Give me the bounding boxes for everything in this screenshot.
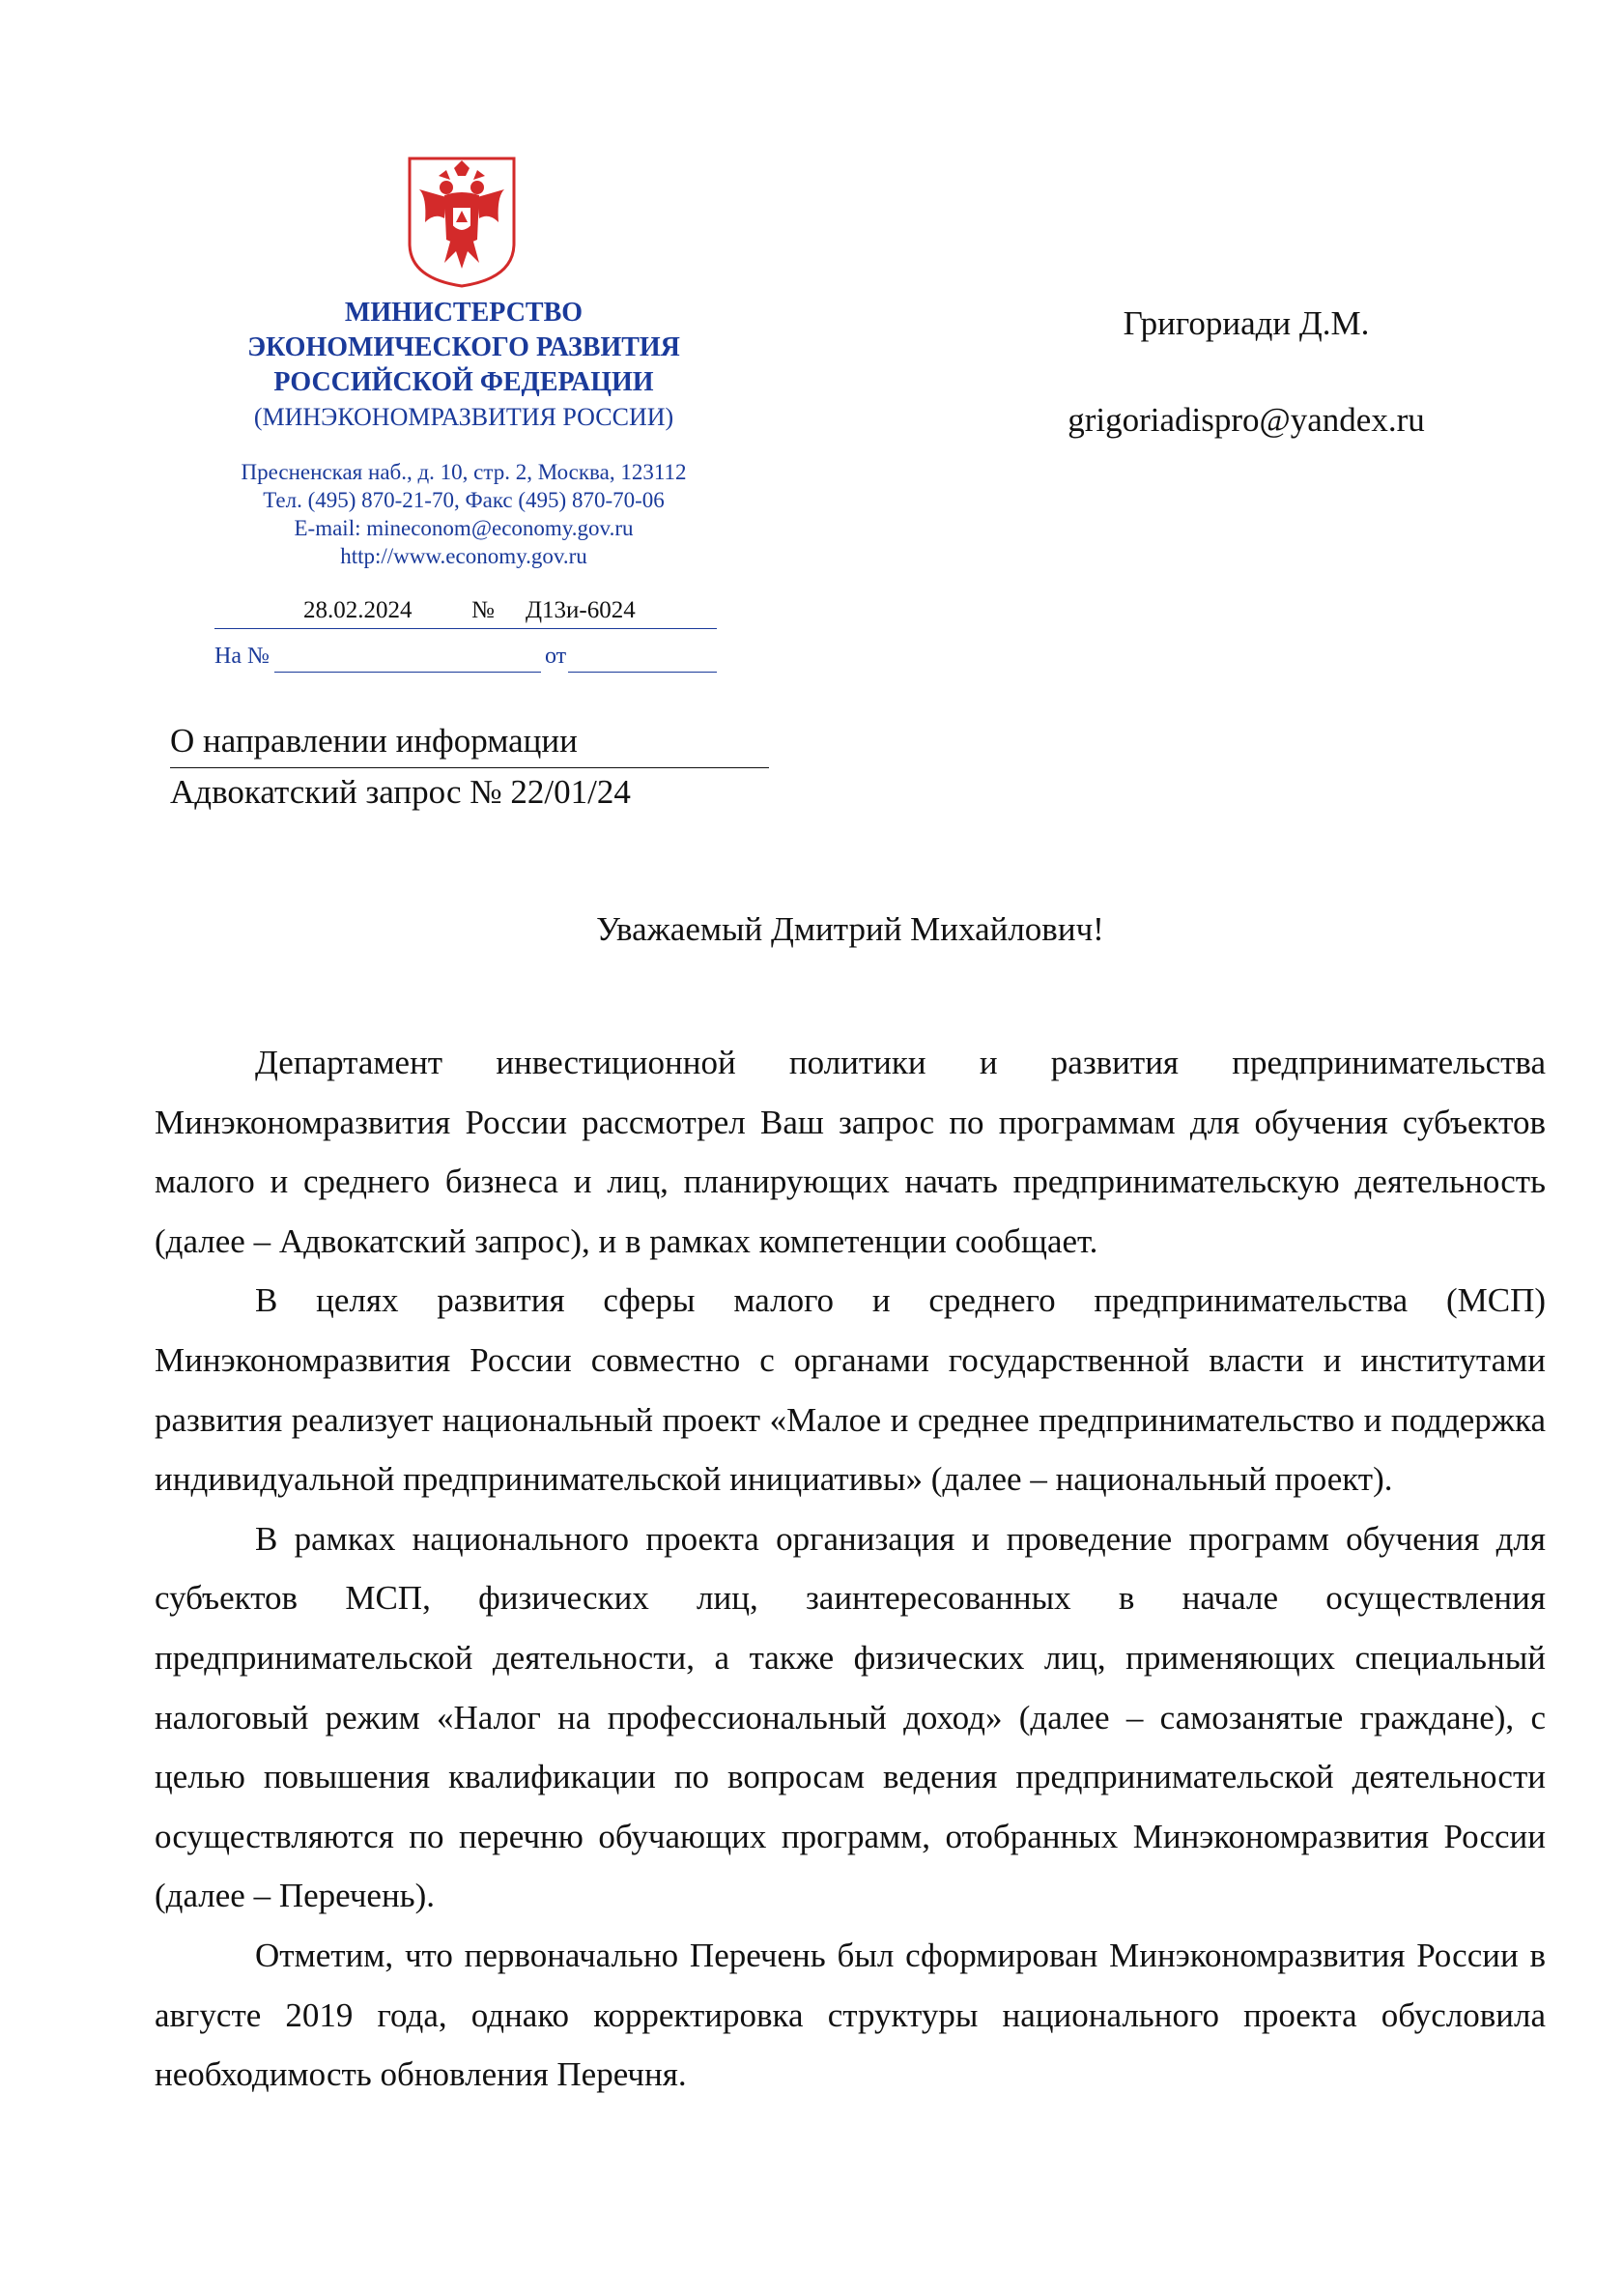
ministry-name-line: МИНИСТЕРСТВО <box>344 298 584 328</box>
letter-body <box>155 1033 1546 2105</box>
reference-number-label: На № <box>214 644 270 669</box>
letter-number: Д13и-6024 <box>526 597 636 623</box>
reference-line <box>214 644 717 673</box>
reference-date-underline <box>568 672 717 673</box>
letter-date: 28.02.2024 <box>303 597 413 623</box>
recipient-block <box>1043 300 1449 445</box>
reference-from-label: от <box>545 644 567 669</box>
ministry-name-line: ЭКОНОМИЧЕСКОГО РАЗВИТИЯ <box>247 332 680 362</box>
registration-line <box>214 595 717 629</box>
reference-number-underline <box>274 672 541 673</box>
ministry-abbreviation: (МИНЭКОНОМРАЗВИТИЯ РОССИИ) <box>253 403 674 431</box>
ministry-email: E-mail: mineconom@economy.gov.ru <box>294 516 634 540</box>
ministry-name-block <box>193 296 734 435</box>
subject-line: О направлении информации <box>170 717 769 768</box>
subject-reference: Адвокатский запрос № 22/01/24 <box>170 773 631 811</box>
ministry-website: http://www.economy.gov.ru <box>340 544 587 568</box>
ministry-contacts <box>193 458 734 570</box>
greeting: Уважаемый Дмитрий Михайлович! <box>596 910 1104 948</box>
russian-coat-of-arms-icon <box>406 155 518 288</box>
body-paragraph: Отметим, что первоначально Перечень был сформирован Минэкономразвития России в августе 2019 года, однако корректировка структуры национального проекта обусловила необходимость обновления Перечня. <box>155 1936 1546 2094</box>
letter-number-label: № <box>471 597 495 623</box>
ministry-address: Пресненская наб., д. 10, стр. 2, Москва, 123112 <box>241 460 687 484</box>
ministry-name-line: РОССИЙСКОЙ ФЕДЕРАЦИИ <box>273 367 654 397</box>
body-paragraph: В рамках национального проекта организация и проведение программ обучения для субъектов МСП, физических лиц, заинтересованных в начале осуществления предпринимательской деятельности, а также физических лиц, применяющих специальный налоговый режим «Налог на профессиональный доход» (далее – самозанятые граждане), с целью повышения квалификации по вопросам ведения предпринимательской деятельности осуществляются по перечню обучающих программ, отобранных Минэкономразвития России (далее – Перечень). <box>155 1519 1546 1915</box>
recipient-name: Григориади Д.М. <box>1123 304 1370 342</box>
body-paragraph: В целях развития сферы малого и среднего предпринимательства (МСП) Минэкономразвития России совместно с органами государственной власти и институтами развития реализует национальный проект «Малое и среднее предпринимательство и поддержка индивидуальной предпринимательской инициативы» (далее – национальный проект). <box>155 1281 1546 1499</box>
body-paragraph: Департамент инвестиционной политики и развития предпринимательства Минэкономразвития России рассмотрел Ваш запрос по программам для обучения субъектов малого и среднего бизнеса и лиц, планирующих начать предпринимательскую деятельность (далее – Адвокатский запрос), и в рамках компетенции сообщает. <box>155 1044 1546 1260</box>
letter-subject <box>170 717 769 817</box>
ministry-phone-fax: Тел. (495) 870-21-70, Факс (495) 870-70-06 <box>263 488 665 512</box>
recipient-email: grigoriadispro@yandex.ru <box>1068 401 1425 439</box>
